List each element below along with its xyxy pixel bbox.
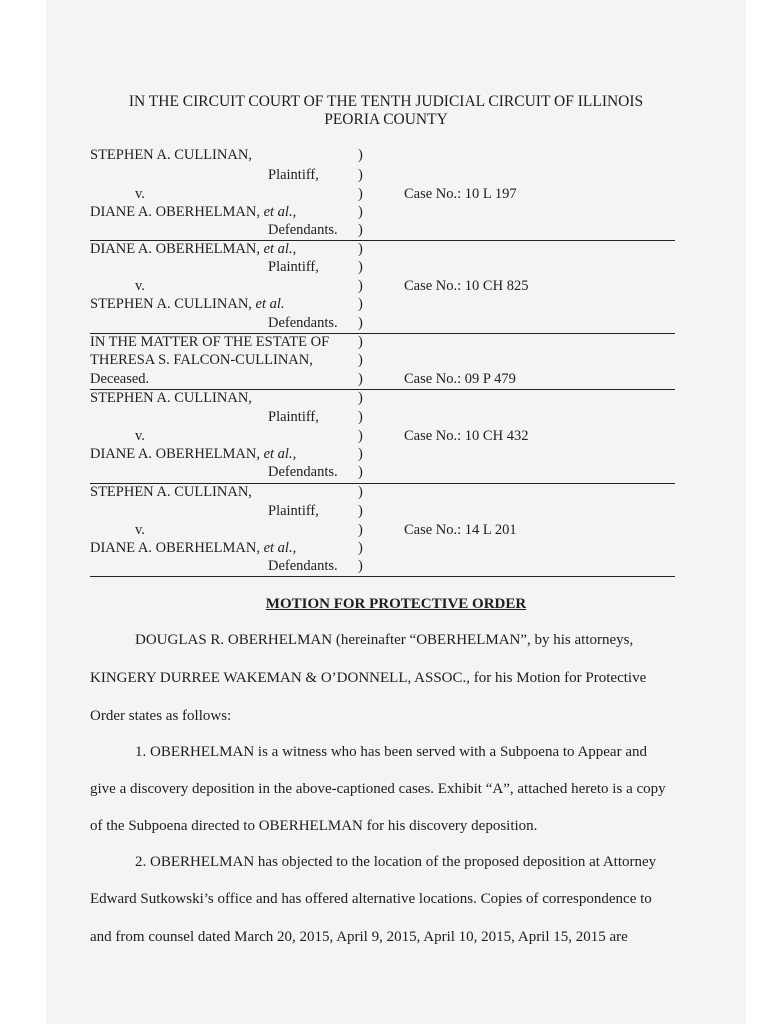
caption-parenthesis: ): [358, 503, 363, 519]
caption-separator-3: [90, 389, 675, 390]
paragraph-2-line-1: 2. OBERHELMAN has objected to the location of the proposed deposition at Attorney: [135, 854, 657, 870]
caption-parenthesis: ): [358, 390, 363, 406]
caption-separator-4: [90, 483, 675, 484]
caption5-party2: DIANE A. OBERHELMAN, et al.,: [90, 540, 297, 556]
court-heading-line2: PEORIA COUNTY: [324, 111, 448, 128]
caption3-line2: THERESA S. FALCON-CULLINAN,: [90, 352, 313, 368]
paragraph-1-line-3: of the Subpoena directed to OBERHELMAN for his discovery deposition.: [90, 818, 538, 834]
caption-parenthesis: ): [358, 241, 363, 257]
caption5-role2: Defendants.: [268, 558, 338, 574]
caption-parenthesis: ): [358, 352, 363, 368]
caption1-party2: DIANE A. OBERHELMAN, et al.,: [90, 204, 297, 220]
caption3-line1: IN THE MATTER OF THE ESTATE OF: [90, 334, 330, 350]
caption-parenthesis: ): [358, 204, 363, 220]
caption2-party2: STEPHEN A. CULLINAN, et al.: [90, 296, 285, 312]
caption1-role1: Plaintiff,: [268, 167, 319, 183]
caption5-case-number: Case No.: 14 L 201: [404, 522, 517, 538]
caption1-vs: v.: [135, 186, 145, 202]
caption3-line3: Deceased.: [90, 371, 150, 387]
intro-line-1: DOUGLAS R. OBERHELMAN (hereinafter “OBERHELMAN”, by his attorneys,: [135, 632, 634, 648]
intro-line-3: Order states as follows:: [90, 708, 232, 724]
caption3-case-number: Case No.: 09 P 479: [404, 371, 516, 387]
caption-separator-1: [90, 240, 675, 241]
caption-parenthesis: ): [358, 186, 363, 202]
caption-parenthesis: ): [358, 558, 363, 574]
caption1-case-number: Case No.: 10 L 197: [404, 186, 517, 202]
caption-parenthesis: ): [358, 278, 363, 294]
caption-parenthesis: ): [358, 428, 363, 444]
caption4-case-number: Case No.: 10 CH 432: [404, 428, 529, 444]
caption1-party1: STEPHEN A. CULLINAN,: [90, 147, 252, 163]
court-heading-line1: IN THE CIRCUIT COURT OF THE TENTH JUDICIAL CIRCUIT OF ILLINOIS: [128, 93, 644, 110]
caption4-role2: Defendants.: [268, 464, 338, 480]
caption-parenthesis: ): [358, 484, 363, 500]
paragraph-2-line-2: Edward Sutkowski’s office and has offered alternative locations. Copies of correspondence to: [90, 891, 652, 907]
caption-parenthesis: ): [358, 522, 363, 538]
intro-line-2: KINGERY DURREE WAKEMAN & O’DONNELL, ASSOC., for his Motion for Protective: [90, 670, 647, 686]
caption2-case-number: Case No.: 10 CH 825: [404, 278, 529, 294]
caption-parenthesis: ): [358, 446, 363, 462]
caption-parenthesis: ): [358, 334, 363, 350]
paragraph-1-line-1: 1. OBERHELMAN is a witness who has been served with a Subpoena to Appear and: [135, 744, 647, 760]
caption-separator-2: [90, 333, 675, 334]
caption5-party1: STEPHEN A. CULLINAN,: [90, 484, 252, 500]
caption2-role2: Defendants.: [268, 315, 338, 331]
caption-parenthesis: ): [358, 222, 363, 238]
caption-parenthesis: ): [358, 296, 363, 312]
caption2-role1: Plaintiff,: [268, 259, 319, 275]
caption2-vs: v.: [135, 278, 145, 294]
caption-parenthesis: ): [358, 409, 363, 425]
caption-parenthesis: ): [358, 315, 363, 331]
motion-title: MOTION FOR PROTECTIVE ORDER: [265, 596, 527, 612]
caption-separator-5: [90, 576, 675, 577]
caption5-vs: v.: [135, 522, 145, 538]
caption4-role1: Plaintiff,: [268, 409, 319, 425]
caption2-party1: DIANE A. OBERHELMAN, et al.,: [90, 241, 297, 257]
caption-parenthesis: ): [358, 167, 363, 183]
caption-parenthesis: ): [358, 464, 363, 480]
caption4-party1: STEPHEN A. CULLINAN,: [90, 390, 252, 406]
caption-parenthesis: ): [358, 259, 363, 275]
caption4-party2: DIANE A. OBERHELMAN, et al.,: [90, 446, 297, 462]
caption5-role1: Plaintiff,: [268, 503, 319, 519]
caption-parenthesis: ): [358, 371, 363, 387]
caption4-vs: v.: [135, 428, 145, 444]
paragraph-1-line-2: give a discovery deposition in the above-captioned cases. Exhibit “A”, attached hereto is a copy: [90, 781, 666, 797]
caption-parenthesis: ): [358, 147, 363, 163]
paragraph-2-line-3: and from counsel dated March 20, 2015, April 9, 2015, April 10, 2015, April 15, 2015 are: [90, 929, 628, 945]
caption-parenthesis: ): [358, 540, 363, 556]
caption1-role2: Defendants.: [268, 222, 338, 238]
